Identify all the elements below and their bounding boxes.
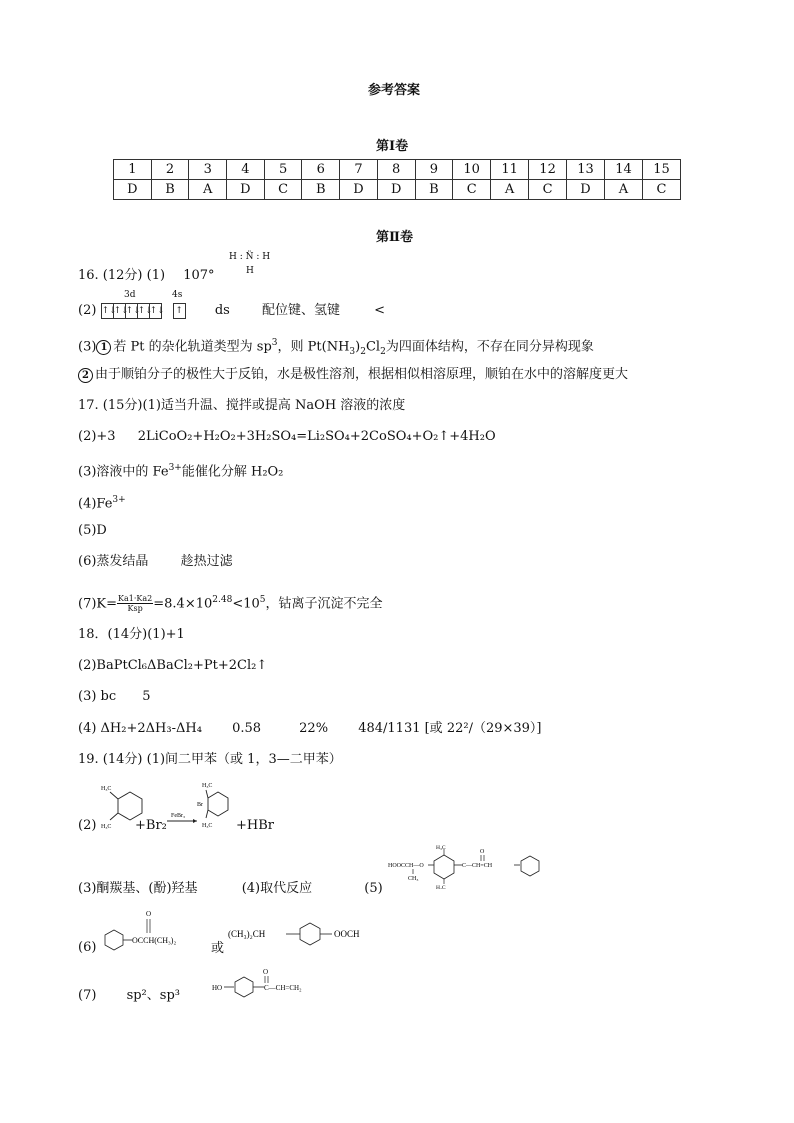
page-title: 参考答案 <box>368 83 421 98</box>
q18-line4-text: 0.58 <box>232 721 262 736</box>
q19-line5 <box>78 988 180 1004</box>
q16-prefix: 16. (12分) (1) <box>78 268 166 283</box>
q18-line3 <box>78 689 151 705</box>
q16-line3-text: 若 Pt 的杂化轨道类型为 sp <box>113 339 272 355</box>
q17-line3 <box>78 460 283 480</box>
q18-line4-text: (4) ΔH₂+2ΔH₃-ΔH₄ <box>78 721 202 736</box>
orbital-diagram <box>101 302 185 319</box>
q19-line3 <box>78 881 383 897</box>
methyl-label: H₃C <box>101 824 112 830</box>
q17-line7-text: <10 <box>232 596 260 612</box>
orbital-cell: ↑↓ <box>101 303 114 319</box>
q18-line3-text: 5 <box>142 689 151 704</box>
q17-line3-text: (3)溶液中的 Fe <box>78 464 169 480</box>
structure-text: OOCH <box>334 929 360 939</box>
methyl-label: H₃C <box>101 786 112 792</box>
structure-text: (CH₃)₂CH <box>228 929 266 939</box>
fraction-numerator: Ka1·Ka2 <box>118 594 153 604</box>
methyl-label: H₃C <box>202 783 213 789</box>
answer-value-row <box>114 180 681 200</box>
q16-line3-text: 为四面体结构，不存在同分异构现象 <box>385 339 594 355</box>
q18-line4 <box>78 721 542 737</box>
orbital-cell: ↑↓ <box>149 303 162 319</box>
circled-number: 2 <box>78 368 93 383</box>
q17-line5: (5)D <box>78 523 107 538</box>
answer-cell: A <box>491 180 529 200</box>
q19-line3-text: (5) <box>364 881 383 896</box>
question-number-cell: 7 <box>340 160 378 180</box>
sup: 3 <box>271 338 278 348</box>
orbital-3d-label: 3d <box>124 290 136 300</box>
bromo-xylene-structure <box>196 776 236 834</box>
q17-line6-text: (6)蒸发结晶 <box>78 554 149 569</box>
question-number-cell: 11 <box>491 160 529 180</box>
q19-line2-suffix: +HBr <box>236 818 274 833</box>
answer-number-row <box>114 160 681 180</box>
methyl-label: H₃C <box>436 845 446 851</box>
q17-line2-prefix: (2)+3 <box>78 429 116 444</box>
q17-line3-text: 能催化分解 H₂O₂ <box>181 464 284 480</box>
q16-line2 <box>78 302 385 319</box>
sub: 2 <box>380 346 386 357</box>
answer-cell: D <box>340 180 378 200</box>
q16-line4-text: 由于顺铂分子的极性大于反铂，水是极性溶剂，根据相似相溶原理，顺铂在水中的溶解度更大 <box>95 367 629 382</box>
ester-group-label: OCCH(CH₃)₂ <box>132 936 177 945</box>
answer-7-structure <box>212 966 340 1000</box>
q17-line7-prefix: (7)K= <box>78 596 118 612</box>
q16-line4 <box>78 367 628 383</box>
answer-cell: C <box>529 180 567 200</box>
methyl-label: H₃C <box>436 885 446 889</box>
answer-cell: B <box>415 180 453 200</box>
methyl-label: H₃C <box>202 823 213 829</box>
q16-angle: 107° <box>183 268 215 283</box>
answer-cell: B <box>302 180 340 200</box>
section-2-title: 第Ⅱ卷 <box>376 230 413 245</box>
answer-cell: C <box>642 180 680 200</box>
reaction-arrow <box>166 810 200 826</box>
q17-line4-text: (4)Fe <box>78 496 113 512</box>
q17-line6-text: 趁热过滤 <box>180 554 233 569</box>
answer-cell: A <box>189 180 227 200</box>
q16-line3-prefix: (3) <box>78 339 97 355</box>
q19-line5-prefix: (7) <box>78 988 97 1003</box>
sup: 3+ <box>112 495 126 505</box>
answer-cell: D <box>227 180 265 200</box>
structure-text: C—CH=CH <box>462 863 493 869</box>
q19-line4-or: 或 <box>211 941 225 956</box>
orbital-cell: ↑↓ <box>113 303 126 319</box>
q19-line1: 19. (14分) (1)间二甲苯（或 1，3—二甲苯） <box>78 752 342 767</box>
q16-bonds: 配位键、氢键 <box>261 303 340 318</box>
bromine-label: Br <box>197 802 203 808</box>
q17-line6 <box>78 554 233 570</box>
q17-line7-text: =8.4×10 <box>153 596 213 612</box>
q19-hybridization: sp²、sp³ <box>126 988 180 1003</box>
question-number-cell: 1 <box>114 160 152 180</box>
question-number-cell: 12 <box>529 160 567 180</box>
sub: 2 <box>360 346 366 357</box>
structure-text: HOOCCH—O <box>388 863 424 869</box>
q16-line3-text: Cl <box>365 339 381 355</box>
orbital-4s-label: 4s <box>172 290 183 300</box>
q16-compare: < <box>374 303 386 318</box>
catalyst-label: FeBr₃ <box>171 813 186 819</box>
answer-cell: D <box>567 180 605 200</box>
oxygen-label: O <box>263 968 269 976</box>
answer-cell: A <box>605 180 643 200</box>
answer-table <box>113 159 681 200</box>
question-number-cell: 6 <box>302 160 340 180</box>
k-fraction <box>117 594 153 613</box>
question-number-cell: 3 <box>189 160 227 180</box>
oxygen-label: O <box>480 849 485 855</box>
q16-line2-prefix: (2) <box>78 303 97 318</box>
question-number-cell: 13 <box>567 160 605 180</box>
orbital-cell: ↑↓ <box>137 303 150 319</box>
q17-line7 <box>78 592 383 613</box>
q17-line4 <box>78 492 126 512</box>
q19-line2-prefix: (2) <box>78 818 97 833</box>
orbital-4s-cell: ↑ <box>173 303 186 319</box>
orbital-cell: ↑↓ <box>125 303 138 319</box>
q19-line4-prefix: (6) <box>78 940 97 955</box>
fraction-denominator: Ksp <box>127 604 143 614</box>
nh3-structure-top: H : N̈ : H <box>229 252 271 262</box>
q18-line3-text: (3) bc <box>78 689 117 704</box>
answer-cell: D <box>114 180 152 200</box>
q19-line3-text: (4)取代反应 <box>241 881 313 896</box>
question-number-cell: 2 <box>151 160 189 180</box>
question-number-cell: 8 <box>377 160 415 180</box>
nh3-structure-bottom: H <box>246 266 254 276</box>
q18-line1: 18．(14分)(1)+1 <box>78 627 185 642</box>
question-number-cell: 9 <box>415 160 453 180</box>
sup: 5 <box>259 595 266 605</box>
q16-line3-text: ，则 Pt(NH <box>277 339 350 355</box>
oxygen-label: O <box>146 910 152 918</box>
answer-cell: D <box>377 180 415 200</box>
answer-cell: C <box>453 180 491 200</box>
q16-line3 <box>78 335 594 360</box>
question-number-cell: 15 <box>642 160 680 180</box>
q18-line2: (2)BaPtCl₆ΔBaCl₂+Pt+2Cl₂↑ <box>78 658 268 673</box>
question-number-cell: 5 <box>264 160 302 180</box>
answer-6a-structure <box>96 906 208 952</box>
section-1-title: 第Ⅰ卷 <box>376 139 409 154</box>
question-number-cell: 10 <box>453 160 491 180</box>
q17-line2 <box>78 429 496 445</box>
q17-line7-text: ，钴离子沉淀不完全 <box>265 596 383 612</box>
q17-equation: 2LiCoO₂+H₂O₂+3H₂SO₄=Li₂SO₄+2CoSO₄+O₂↑+4H₂O <box>137 429 496 444</box>
answer-5-structure <box>388 843 556 889</box>
sub: 3 <box>349 346 356 357</box>
q17-line1: 17. (15分)(1)适当升温、搅拌或提高 NaOH 溶液的浓度 <box>78 398 406 413</box>
structure-text: C—CH=CH₂ <box>264 984 302 992</box>
q19-line3-text: (3)酮羰基、(酚)羟基 <box>78 881 198 896</box>
question-number-cell: 14 <box>605 160 643 180</box>
circled-number: 1 <box>96 340 111 355</box>
question-number-cell: 4 <box>227 160 265 180</box>
q16-line3-text: ) <box>355 339 361 355</box>
sup: 2.48 <box>212 595 233 605</box>
sup: 3+ <box>168 463 182 473</box>
answer-cell: C <box>264 180 302 200</box>
q19-line2-plus: +Br₂ <box>135 818 167 833</box>
answer-cell: B <box>151 180 189 200</box>
methyl-label: CH₃ <box>408 876 419 882</box>
q16-ds: ds <box>214 303 230 318</box>
q18-line4-text: 484/1131 [或 22²/（29×39）] <box>358 721 542 736</box>
structure-text: HO <box>212 984 223 992</box>
answer-6b-structure <box>226 918 386 950</box>
q18-line4-text: 22% <box>299 721 329 736</box>
q16-line1 <box>78 268 215 284</box>
